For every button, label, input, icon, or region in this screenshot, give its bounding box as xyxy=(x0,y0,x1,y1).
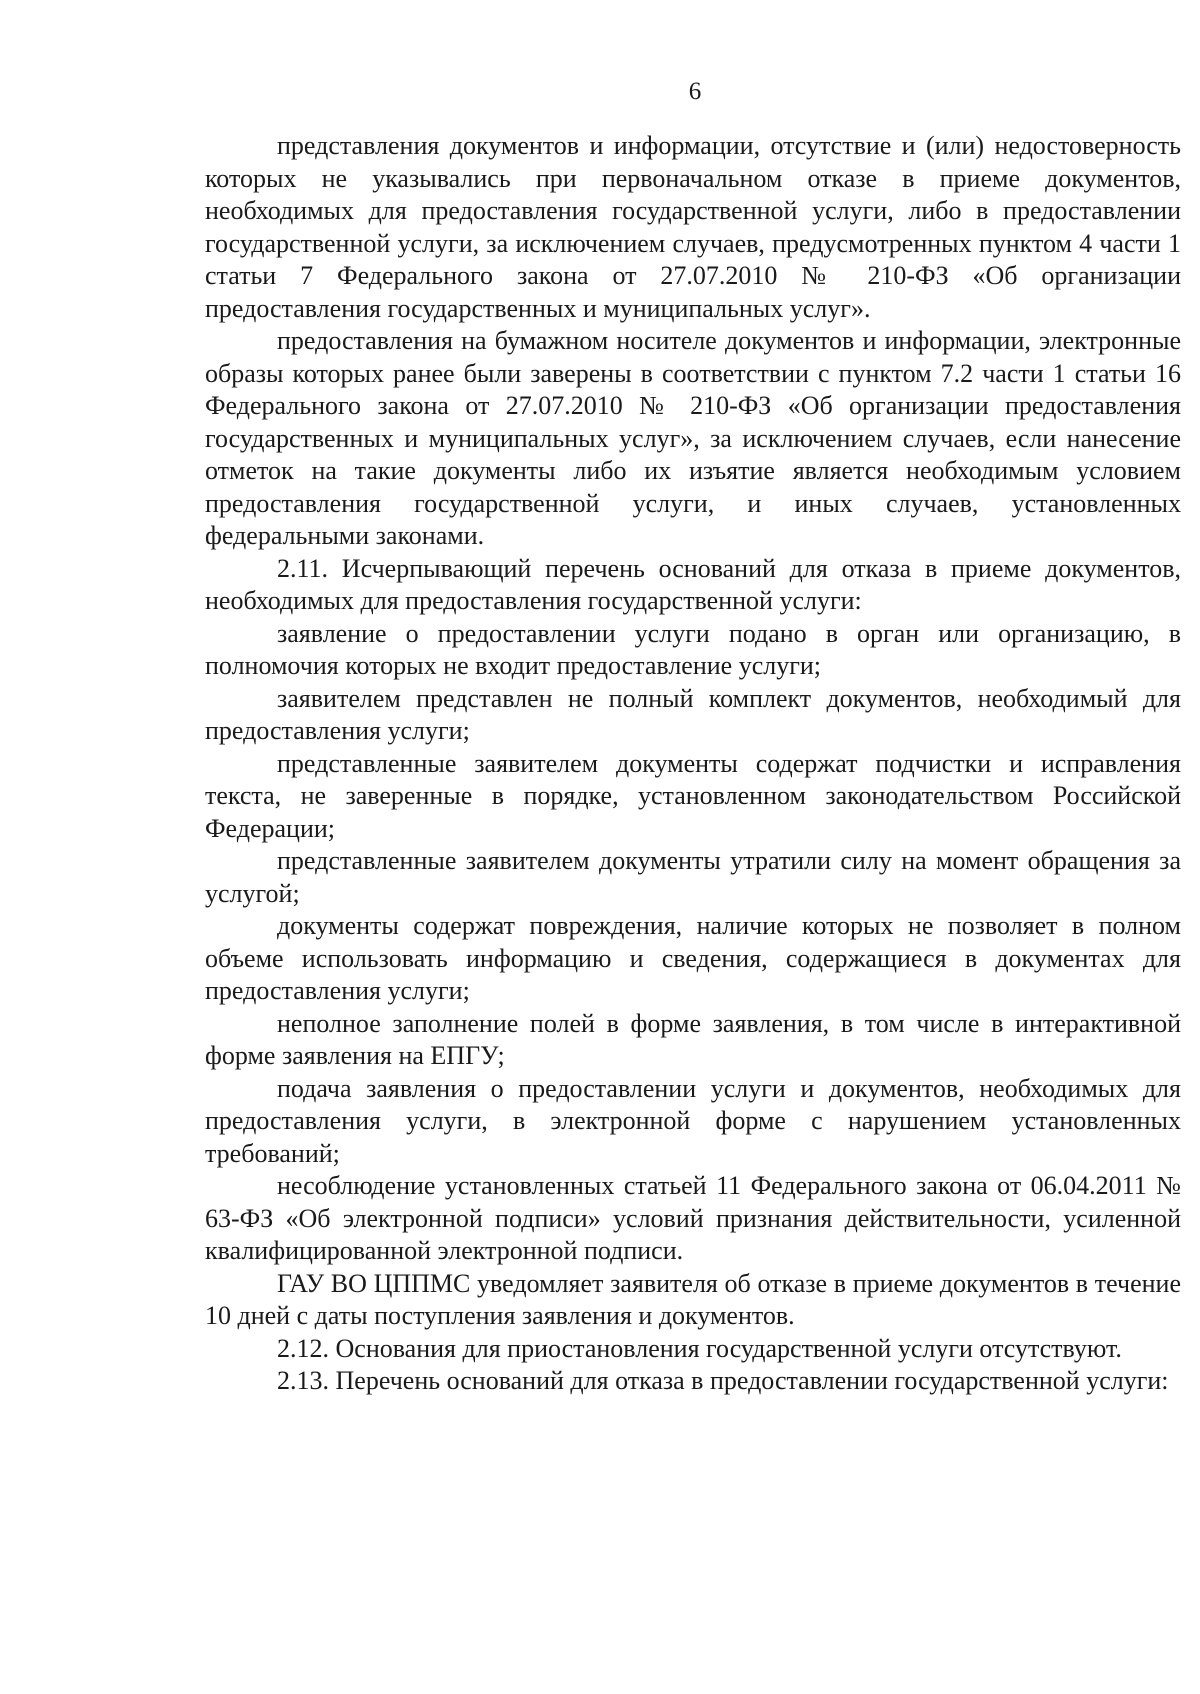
paragraph: 2.12. Основания для приостановления государственной услуги отсутствуют. xyxy=(277,1333,1122,1363)
paragraph: ГАУ ВО ЦППМС уведомляет заявителя об отказе в приеме документов в течение 10 дней с даты поступления заявления и документов. xyxy=(205,1268,1181,1330)
paragraph: неполное заполнение полей в форме заявления, в том числе в интерактивной форме заявления на ЕПГУ; xyxy=(205,1008,1181,1070)
paragraph: подача заявления о предоставлении услуги и документов, необходимых для предоставления услуги, в электронной форме с нарушением установленных требований; xyxy=(205,1073,1181,1168)
paragraph: предоставления на бумажном носителе документов и информации, электронные образы которых ранее были заверены в соответствии с пунктом 7.2 части 1 статьи 16 Федерального закона от 27.07.2010 № 210-ФЗ «Об организации предоставления государственных и муниципальных услуг», за исключением случаев, если нанесение отметок на такие документы либо их изъятие является необходимым условием предоставления государственной услуги, и иных случаев, установленных федеральными законами. xyxy=(205,326,1181,550)
paragraph: представленные заявителем документы содержат подчистки и исправления текста, не заверенные в порядке, установленном законодательством Российской Федерации; xyxy=(205,748,1181,843)
paragraph: несоблюдение установленных статьей 11 Федерального закона от 06.04.2011 № 63-ФЗ «Об электронной подписи» условий признания действительности, усиленной квалифицированной электронной подписи. xyxy=(205,1171,1181,1265)
paragraph: представления документов и информации, отсутствие и (или) недостоверность которых не указывались при первоначальном отказе в приеме документов, необходимых для предоставления государственной услуги, либо в предоставлении государственной услуги, за исключением случаев, предусмотренных пунктом 4 части 1 статьи 7 Федерального закона от 27.07.2010 № 210-ФЗ «Об организации предоставления государственных и муниципальных услуг». xyxy=(205,131,1181,323)
paragraph: документы содержат повреждения, наличие которых не позволяет в полном объеме использовать информацию и сведения, содержащиеся в документах для предоставления услуги; xyxy=(205,911,1181,1005)
paragraph: представленные заявителем документы утратили силу на момент обращения за услугой; xyxy=(205,846,1181,908)
paragraph: 2.11. Исчерпывающий перечень оснований для отказа в приеме документов, необходимых для предоставления государственной услуги: xyxy=(205,553,1181,615)
paragraph: 2.13. Перечень оснований для отказа в предоставлении государственной услуги: xyxy=(277,1366,1169,1395)
page-number: 6 xyxy=(688,78,702,105)
paragraph: заявление о предоставлении услуги подано в орган или организацию, в полномочия которых не входит предоставление услуги; xyxy=(205,618,1181,680)
paragraph: заявителем представлен не полный комплект документов, необходимый для предоставления услуги; xyxy=(205,683,1181,745)
document-body xyxy=(205,130,1181,1398)
